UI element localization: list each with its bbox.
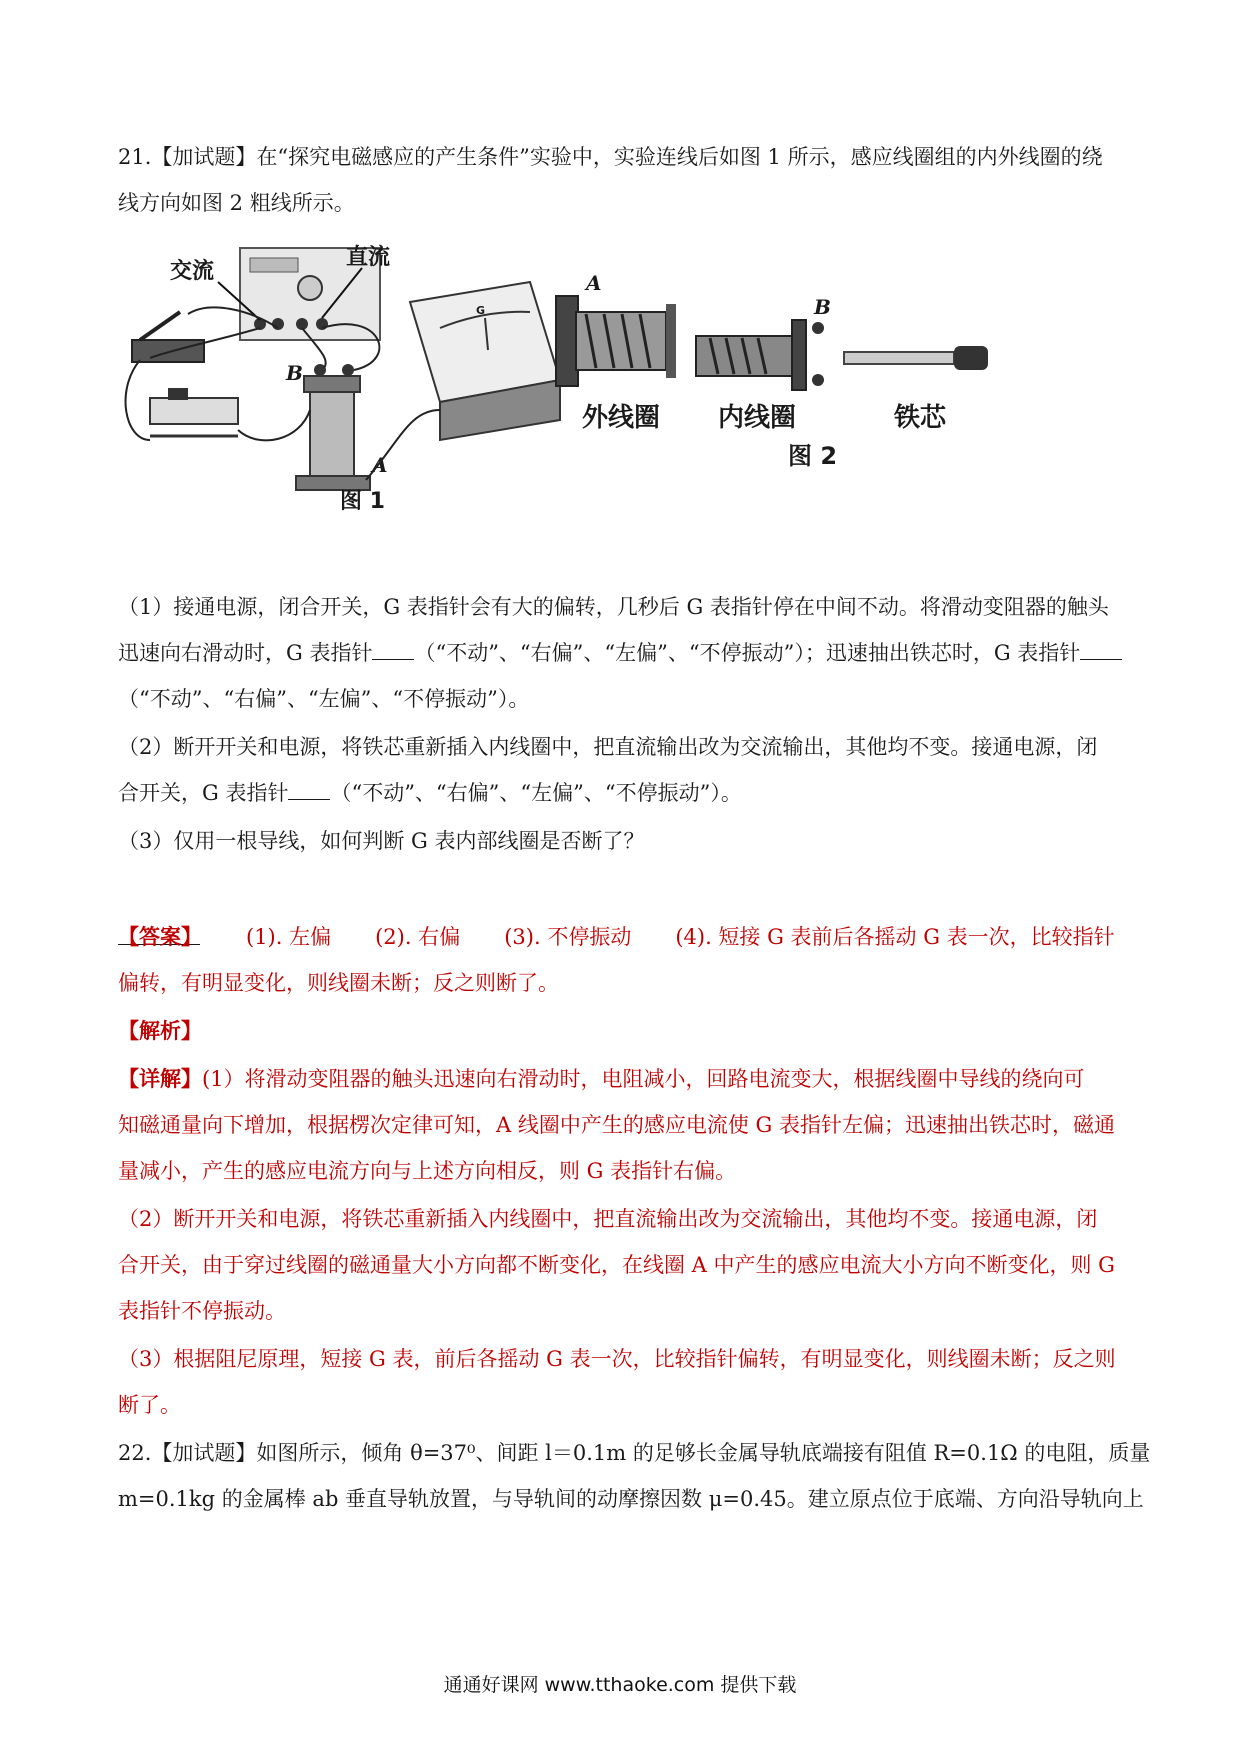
detail-1-line1 <box>118 1064 1128 1094</box>
q21-line1: 21.【加试题】在“探究电磁感应的产生条件”实验中，实验连线后如图 1 所示，感应线圈组的内外线圈的绕 <box>118 145 1103 169</box>
q21-part1-text-b: （“不动”、“右偏”、“左偏”、“不停振动”）；迅速抽出铁芯时，G 表指针 <box>414 641 1081 665</box>
meter-mark: G <box>476 304 486 317</box>
label-fig2: 图 2 <box>788 442 838 470</box>
label-b-fig2: B <box>814 295 831 319</box>
label-outer-coil: 外线圈 <box>582 403 661 433</box>
q21-part2-line1: （2）断开开关和电源，将铁芯重新插入内线圈中，把直流输出改为交流输出，其他均不变。接通电源，闭 <box>118 735 1098 759</box>
q21-part2-text-a: 合开关，G 表指针 <box>118 781 289 805</box>
detail-2-line1: （2）断开开关和电源，将铁芯重新插入内线圈中，把直流输出改为交流输出，其他均不变。接通电源，闭 <box>118 1207 1098 1231</box>
answer-line1 <box>118 922 1128 952</box>
label-inner-coil: 内线圈 <box>718 403 797 433</box>
inner-coil <box>696 320 824 390</box>
detail-2-line2: 合开关，由于穿过线圈的磁通量大小方向都不断变化，在线圈 A 中产生的感应电流大小方向不断变化，则 G <box>118 1253 1115 1277</box>
q21-part1-line3: （“不动”、“右偏”、“左偏”、“不停振动”）。 <box>118 687 530 711</box>
answer-line2: 偏转，有明显变化，则线圈未断；反之则断了。 <box>118 971 559 995</box>
q21-part1-line1: （1）接通电源，闭合开关，G 表指针会有大的偏转，几秒后 G 表指针停在中间不动。将滑动变阻器的触头 <box>118 595 1109 619</box>
label-fig1: 图 1 <box>340 489 385 514</box>
q21-part1-line2 <box>118 638 1128 668</box>
label-iron-core: 铁芯 <box>894 403 947 433</box>
iron-core <box>844 346 988 370</box>
analysis-label: 【解析】 <box>118 1018 202 1043</box>
outer-coil <box>556 296 676 386</box>
answer-blank-3 <box>288 779 330 800</box>
detail-1-line3: 量减小，产生的感应电流方向与上述方向相反，则 G 表指针右偏。 <box>118 1159 737 1183</box>
label-a-fig2: A <box>586 271 602 295</box>
label-dc: 直流 <box>346 245 391 270</box>
answer-label: 【答案】 <box>118 924 202 949</box>
q21-part2-line2 <box>118 778 1128 808</box>
label-a-fig1: A <box>372 453 388 477</box>
detail-2-line3: 表指针不停振动。 <box>118 1299 286 1323</box>
label-b-fig1: B <box>286 361 303 385</box>
label-ac: 交流 <box>170 259 215 284</box>
q21-line2: 线方向如图 2 粗线所示。 <box>118 191 355 215</box>
detail-label: 【详解】 <box>118 1066 202 1091</box>
answer-4: (4). 短接 G 表前后各摇动 G 表一次，比较指针 <box>675 925 1115 949</box>
coil-assembly <box>296 364 370 490</box>
answer-blank-1 <box>372 639 414 660</box>
page-footer: 通通好课网 www.tthaoke.com 提供下载 <box>443 1674 797 1696</box>
detail-3-line2: 断了。 <box>118 1393 181 1417</box>
detail-3-line1: （3）根据阻尼原理，短接 G 表，前后各摇动 G 表一次，比较指针偏转，有明显变化，则线圈未断；反之则 <box>118 1347 1116 1371</box>
answer-1: (1). 左偏 <box>246 925 332 949</box>
q21-part1-text-a: 迅速向右滑动时，G 表指针 <box>118 641 373 665</box>
rheostat <box>150 388 238 436</box>
galvanometer <box>410 282 560 440</box>
detail-1-text: (1）将滑动变阻器的触头迅速向右滑动时，电阻减小，回路电流变大，根据线圈中导线的绕向可 <box>202 1067 1085 1091</box>
switch <box>132 312 204 362</box>
answer-3: (3). 不停振动 <box>504 925 632 949</box>
q22-line2: m=0.1kg 的金属棒 ab 垂直导轨放置，与导轨间的动摩擦因数 μ=0.45。建立原点位于底端、方向沿导轨向上 <box>118 1487 1144 1511</box>
answer-2: (2). 右偏 <box>375 925 461 949</box>
detail-1-line2: 知磁通量向下增加，根据楞次定律可知，A 线圈中产生的感应电流使 G 表指针左偏；迅速抽出铁芯时，磁通 <box>118 1113 1115 1137</box>
q21-part2-text-b: （“不动”、“右偏”、“左偏”、“不停振动”）。 <box>330 781 742 805</box>
answer-blank-2 <box>1080 639 1122 660</box>
q21-part3: （3）仅用一根导线，如何判断 G 表内部线圈是否断了？ <box>118 829 645 853</box>
experiment-figure <box>110 240 1130 580</box>
q22-line1: 22.【加试题】如图所示，倾角 θ=37⁰、间距 l＝0.1m 的足够长金属导轨底端接有阻值 R=0.1Ω 的电阻，质量 <box>118 1441 1151 1465</box>
